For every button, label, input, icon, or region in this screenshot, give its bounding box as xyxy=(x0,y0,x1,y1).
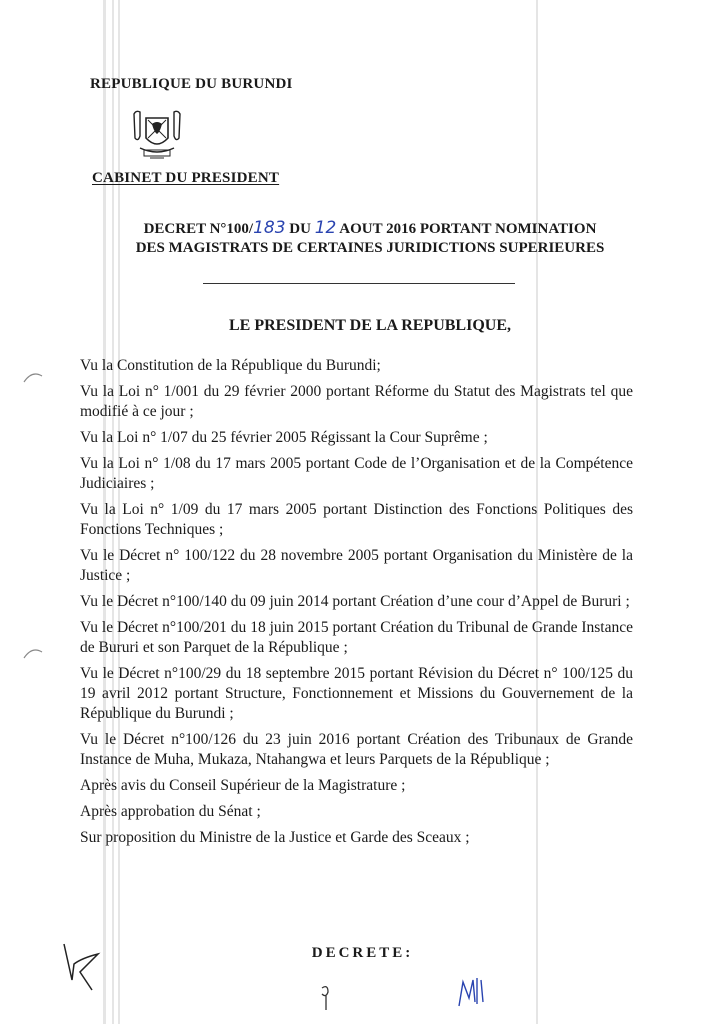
consideration-item: Vu la Loi n° 1/09 du 17 mars 2005 portant Distinction des Fonctions Politiques des Fonctions Techniques ; xyxy=(80,501,633,538)
decree-title-line-2: DES MAGISTRATS DE CERTAINES JURIDICTIONS SUPERIEURES xyxy=(135,240,605,256)
handwritten-initials-blue xyxy=(455,972,489,1012)
margin-punch-mark xyxy=(22,646,44,660)
consideration-item: Après approbation du Sénat ; xyxy=(80,803,261,820)
consideration-item: Vu le Décret n°100/126 du 23 juin 2016 portant Création des Tribunaux de Grande Instance de Muha, Mukaza, Ntahangwa et leurs Parquets de la République ; xyxy=(80,731,633,768)
consideration-item: Vu la Loi n° 1/07 du 25 février 2005 Régissant la Cour Suprême ; xyxy=(80,429,488,446)
cabinet-heading: CABINET DU PRESIDENT xyxy=(92,170,280,186)
president-heading: LE PRESIDENT DE LA REPUBLIQUE, xyxy=(229,317,511,334)
consideration-item: Vu le Décret n°100/201 du 18 juin 2015 portant Création du Tribunal de Grande Instance de Bururi et son Parquet de la République ; xyxy=(80,619,633,656)
handwritten-decree-number: 183 xyxy=(253,218,286,238)
consideration-item: Vu le Décret n° 100/122 du 28 novembre 2005 portant Organisation du Ministère de la Justice ; xyxy=(80,547,633,584)
handwritten-initial-mark xyxy=(58,940,102,1000)
decree-title-du: DU xyxy=(285,221,315,237)
consideration-item: Vu le Décret n°100/29 du 18 septembre 2015 portant Révision du Décret n° 100/125 du 19 avril 2012 portant Structure, Fonctionnement et Missions du Gouvernement de la République du Burundi ; xyxy=(80,665,633,722)
considerations-list xyxy=(80,356,633,854)
decree-title-prefix: DECRET N°100/ xyxy=(143,221,254,237)
republic-heading: REPUBLIQUE DU BURUNDI xyxy=(90,76,293,92)
consideration-item: Vu la Constitution de la République du Burundi; xyxy=(80,357,381,374)
margin-punch-mark xyxy=(22,370,44,384)
consideration-item: Vu le Décret n°100/140 du 09 juin 2014 portant Création d’une cour d’Appel de Bururi ; xyxy=(80,593,630,610)
consideration-item: Sur proposition du Ministre de la Justice et Garde des Sceaux ; xyxy=(80,829,470,846)
coat-of-arms-emblem xyxy=(130,108,184,166)
decree-title-suffix: AOUT 2016 PORTANT NOMINATION xyxy=(336,221,597,237)
handwritten-paraph xyxy=(316,982,336,1012)
decree-title-line-1 xyxy=(80,218,660,238)
handwritten-day: 12 xyxy=(314,218,337,238)
consideration-item: Vu la Loi n° 1/001 du 29 février 2000 portant Réforme du Statut des Magistrats tel que modifié à ce jour ; xyxy=(80,383,633,420)
consideration-item: Vu la Loi n° 1/08 du 17 mars 2005 portant Code de l’Organisation et de la Compétence Judiciaires ; xyxy=(80,455,633,492)
decrete-heading: DECRETE: xyxy=(311,945,414,961)
title-divider xyxy=(203,283,515,284)
consideration-item: Après avis du Conseil Supérieur de la Magistrature ; xyxy=(80,777,406,794)
